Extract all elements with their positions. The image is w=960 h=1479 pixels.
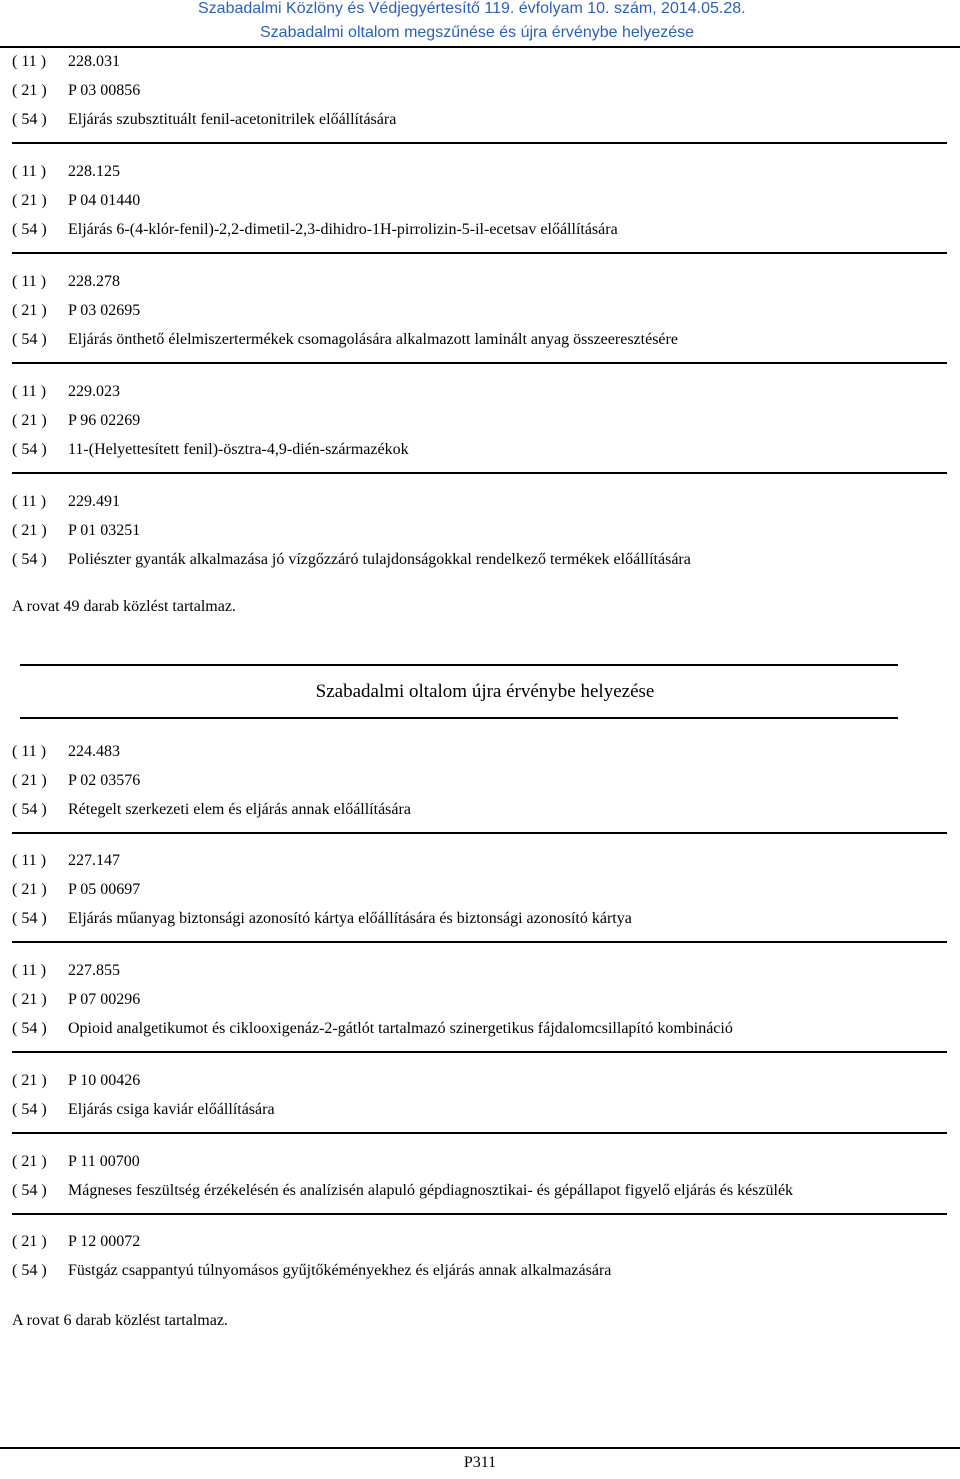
code-21: ( 21 ) <box>12 1233 47 1250</box>
application-number: P 03 00856 <box>68 82 141 99</box>
code-21: ( 21 ) <box>12 881 47 898</box>
patent-title: Poliészter gyanták alkalmazása jó vízgőzzáró tulajdonságokkal rendelkező termékek előállítására <box>68 551 691 568</box>
code-21: ( 21 ) <box>12 412 47 429</box>
section-title: Szabadalmi oltalom újra érvénybe helyezése <box>315 681 655 702</box>
patent-number: 229.023 <box>68 383 120 400</box>
code-21: ( 21 ) <box>12 82 47 99</box>
patent-entry <box>12 1147 948 1205</box>
code-54: ( 54 ) <box>12 910 47 927</box>
patent-number: 228.031 <box>68 53 120 70</box>
patent-title: 11-(Helyettesített fenil)-ösztra-4,9-dién-származékok <box>68 441 409 458</box>
patent-entry <box>12 157 948 244</box>
divider <box>12 1132 947 1134</box>
code-54: ( 54 ) <box>12 331 47 348</box>
patent-number: 227.855 <box>68 962 120 979</box>
code-21: ( 21 ) <box>12 772 47 789</box>
code-21: ( 21 ) <box>12 1072 47 1089</box>
code-54: ( 54 ) <box>12 1262 47 1279</box>
code-54: ( 54 ) <box>12 221 47 238</box>
patent-number: 229.491 <box>68 493 120 510</box>
code-21: ( 21 ) <box>12 1153 47 1170</box>
page-number: P311 <box>463 1454 497 1471</box>
application-number: P 12 00072 <box>68 1233 141 1250</box>
code-54: ( 54 ) <box>12 111 47 128</box>
patent-number: 228.278 <box>68 273 120 290</box>
application-number: P 07 00296 <box>68 991 141 1008</box>
code-21: ( 21 ) <box>12 302 47 319</box>
patent-entry <box>12 846 948 933</box>
divider <box>12 472 947 474</box>
patent-entry <box>12 737 948 824</box>
code-54: ( 54 ) <box>12 441 47 458</box>
patent-entry <box>12 1227 948 1285</box>
patent-title: Mágneses feszültség érzékelésén és analízisén alapuló gépdiagnosztikai- és gépállapot figyelő eljárás és készülék <box>68 1182 794 1199</box>
code-11: ( 11 ) <box>12 383 47 400</box>
application-number: P 05 00697 <box>68 881 141 898</box>
code-11: ( 11 ) <box>12 273 47 290</box>
patent-entry <box>12 1066 948 1124</box>
code-54: ( 54 ) <box>12 1182 47 1199</box>
section-header: Szabadalmi oltalom megszűnése és újra érvénybe helyezése <box>260 24 695 41</box>
application-number: P 01 03251 <box>68 522 141 539</box>
patent-number: 224.483 <box>68 743 120 760</box>
patent-entry <box>12 487 948 574</box>
page-footer <box>0 1447 960 1479</box>
title-rule-bottom <box>20 717 898 719</box>
application-number: P 03 02695 <box>68 302 141 319</box>
patent-entry <box>12 956 948 1043</box>
code-11: ( 11 ) <box>12 962 47 979</box>
code-21: ( 21 ) <box>12 991 47 1008</box>
application-number: P 04 01440 <box>68 192 141 209</box>
divider <box>12 142 947 144</box>
page-header <box>0 0 960 48</box>
application-number: P 02 03576 <box>68 772 141 789</box>
code-21: ( 21 ) <box>12 522 47 539</box>
divider <box>12 252 947 254</box>
patent-title: Rétegelt szerkezeti elem és eljárás annak előállítására <box>68 801 411 818</box>
patent-number: 227.147 <box>68 852 120 869</box>
code-54: ( 54 ) <box>12 551 47 568</box>
divider <box>12 1213 947 1215</box>
patent-title: Opioid analgetikumot és ciklooxigenáz-2-gátlót tartalmazó szinergetikus fájdalomcsillapító kombináció <box>68 1020 733 1037</box>
code-54: ( 54 ) <box>12 1020 47 1037</box>
divider <box>12 941 947 943</box>
patent-entry <box>12 267 948 354</box>
application-number: P 11 00700 <box>68 1153 140 1170</box>
journal-title: Szabadalmi Közlöny és Védjegyértesítő 119. évfolyam 10. szám, 2014.05.28. <box>198 0 746 17</box>
application-number: P 96 02269 <box>68 412 141 429</box>
code-11: ( 11 ) <box>12 852 47 869</box>
patent-number: 228.125 <box>68 163 120 180</box>
patent-title: Füstgáz csappantyú túlnyomásos gyűjtőkéményekhez és eljárás annak alkalmazására <box>68 1262 612 1279</box>
code-54: ( 54 ) <box>12 801 47 818</box>
patent-title: Eljárás önthető élelmiszertermékek csomagolására alkalmazott laminált anyag összeeresztésére <box>68 331 678 348</box>
code-11: ( 11 ) <box>12 53 47 70</box>
divider <box>12 1051 947 1053</box>
code-11: ( 11 ) <box>12 163 47 180</box>
patent-title: Eljárás 6-(4-klór-fenil)-2,2-dimetil-2,3-dihidro-1H-pirrolizin-5-il-ecetsav előállítására <box>68 221 618 238</box>
code-11: ( 11 ) <box>12 743 47 760</box>
patent-title: Eljárás csiga kaviár előállítására <box>68 1101 275 1118</box>
section-summary: A rovat 6 darab közlést tartalmaz. <box>12 1312 228 1329</box>
divider <box>12 362 947 364</box>
code-21: ( 21 ) <box>12 192 47 209</box>
code-54: ( 54 ) <box>12 1101 47 1118</box>
section-summary: A rovat 49 darab közlést tartalmaz. <box>12 598 236 615</box>
title-rule-top <box>20 664 898 666</box>
application-number: P 10 00426 <box>68 1072 141 1089</box>
divider <box>12 832 947 834</box>
patent-title: Eljárás szubsztituált fenil-acetonitrilek előállítására <box>68 111 397 128</box>
code-11: ( 11 ) <box>12 493 47 510</box>
patent-title: Eljárás műanyag biztonsági azonosító kártya előállítására és biztonsági azonosító kártya <box>68 910 632 927</box>
patent-entry <box>12 377 948 464</box>
patent-entry <box>12 47 948 134</box>
